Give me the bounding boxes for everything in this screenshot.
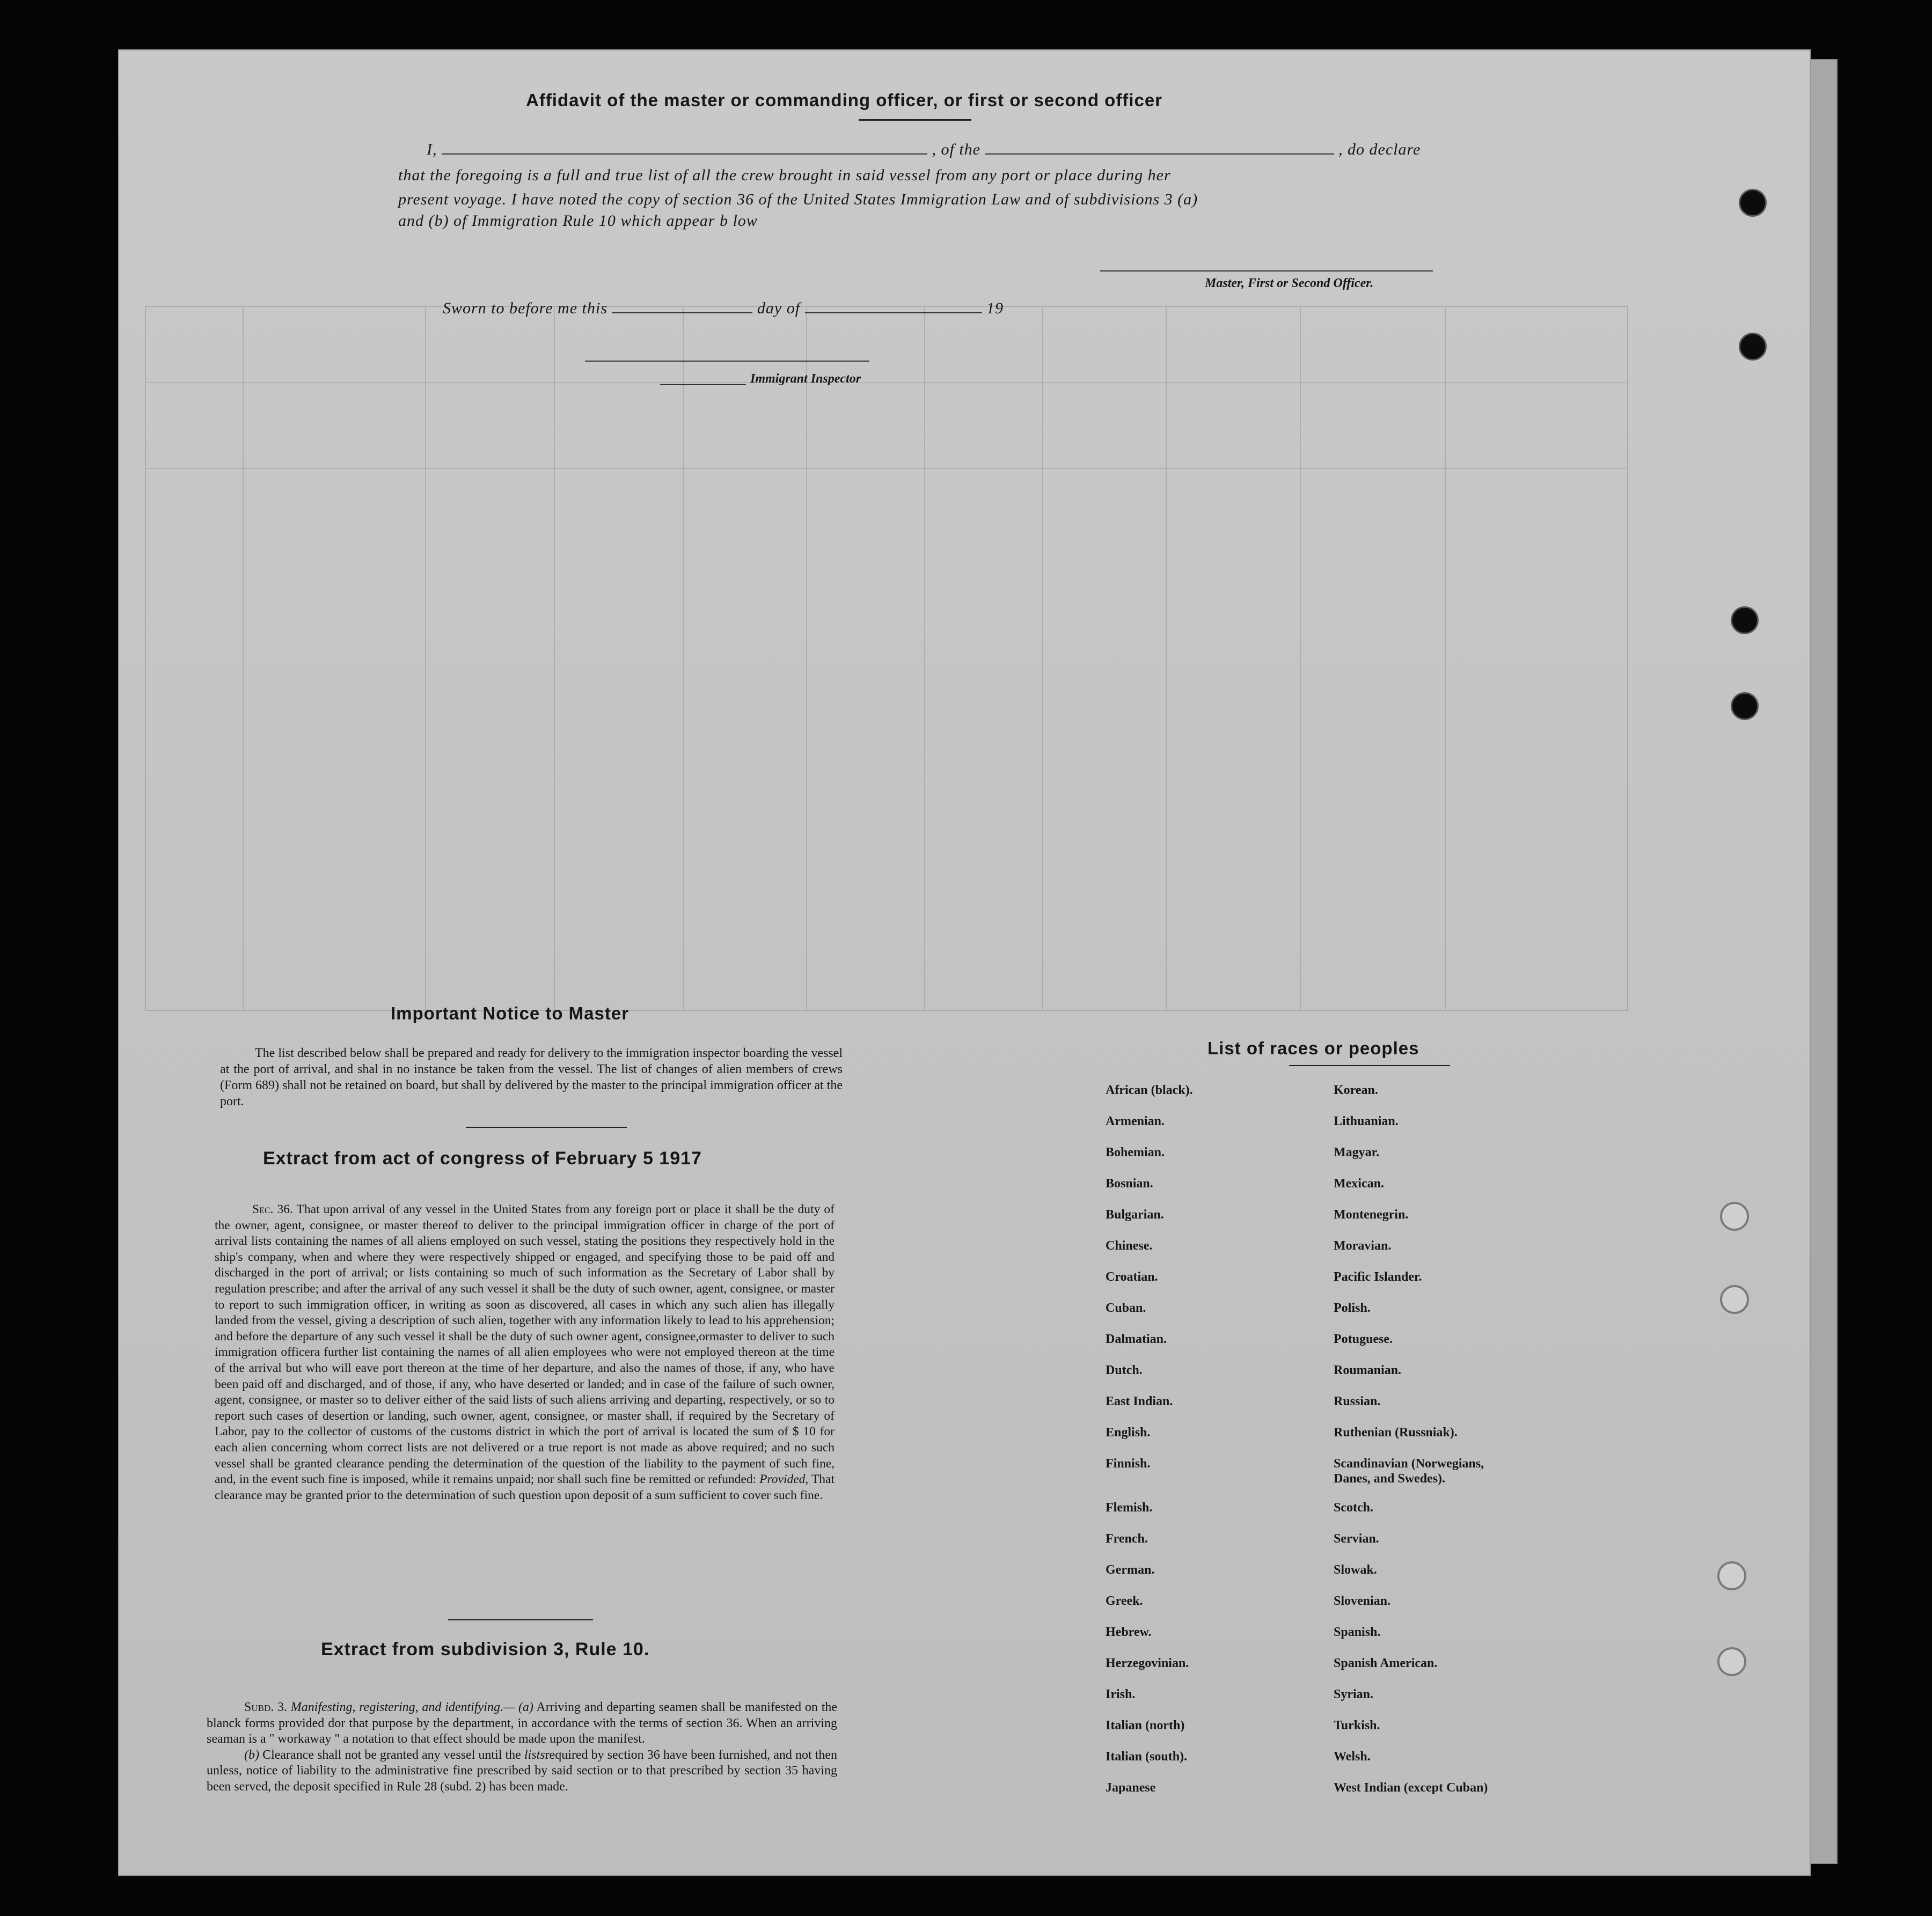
- act-title: Extract from act of congress of February 5 1917: [263, 1148, 702, 1169]
- race-item: Bohemian.: [1106, 1146, 1165, 1159]
- para-b-lists: lists: [524, 1748, 545, 1762]
- title-rule: [859, 119, 971, 121]
- race-item: Korean.: [1334, 1083, 1378, 1097]
- para-b-label: (b): [244, 1748, 259, 1762]
- inspector-signature-line[interactable]: [585, 358, 869, 362]
- affidavit-line-2: that the foregoing is a full and true list of all the crew brought in said vessel from any port or place during her: [398, 166, 1171, 184]
- vessel-name-field[interactable]: [985, 141, 1334, 155]
- binding-hole: [1717, 1647, 1746, 1676]
- race-item: Herzegovinian.: [1106, 1656, 1189, 1670]
- section-36-text: [215, 1202, 835, 1503]
- rule10-title: Extract from subdivision 3, Rule 10.: [321, 1639, 650, 1660]
- race-item: Italian (north): [1106, 1719, 1185, 1733]
- rule10-text: [207, 1700, 837, 1795]
- race-item: Potuguese.: [1334, 1332, 1393, 1346]
- affidavit-line-1: [427, 141, 1421, 159]
- sworn-text: Sworn to before me this: [443, 299, 608, 317]
- affidavit-line-4: and (b) of Immigration Rule 10 which appear b low: [398, 212, 758, 230]
- race-item: Montenegrin.: [1334, 1208, 1409, 1222]
- section-label: Sec. 36.: [252, 1202, 293, 1216]
- binding-hole: [1731, 692, 1759, 720]
- race-item: Greek.: [1106, 1594, 1143, 1608]
- race-item: Welsh.: [1334, 1750, 1371, 1764]
- binding-hole: [1720, 1202, 1749, 1231]
- race-item: West Indian (except Cuban): [1334, 1781, 1488, 1795]
- race-item: Flemish.: [1106, 1501, 1153, 1515]
- race-item: Syrian.: [1334, 1687, 1374, 1701]
- race-item: Chinese.: [1106, 1239, 1153, 1253]
- affidavit-title: Affidavit of the master or commanding officer, or first or second officer: [526, 90, 1163, 110]
- races-rule: [1289, 1065, 1450, 1066]
- declare-text: , do declare: [1338, 141, 1421, 158]
- races-right-column: [1334, 1083, 1505, 1811]
- race-item: Pacific Islander.: [1334, 1270, 1422, 1284]
- race-item: Scandinavian (Norwegians, Danes, and Swedes).: [1334, 1457, 1484, 1486]
- race-item: Lithuanian.: [1334, 1114, 1399, 1128]
- race-item: Mexican.: [1334, 1177, 1384, 1191]
- race-item: Hebrew.: [1106, 1625, 1152, 1639]
- bleed-through-table: [145, 306, 1628, 1011]
- race-item: East Indian.: [1106, 1394, 1173, 1408]
- race-item: Moravian.: [1334, 1239, 1392, 1253]
- race-item: Turkish.: [1334, 1719, 1380, 1733]
- binding-hole: [1739, 189, 1767, 217]
- rule10-para-b: [207, 1748, 837, 1795]
- para-b-part-2: required by section 36 have been furnished, and not then unless, notice of liability to the administrative fine prescribed by said section or to that prescribed by section 35 having been served, the deposit specified in Rule 28 (subd. 2) has been made.: [207, 1748, 838, 1794]
- race-item: Magyar.: [1334, 1146, 1380, 1159]
- race-item: Slovenian.: [1334, 1594, 1391, 1608]
- subd-heading: Manifesting, registering, and identifying.— (a): [290, 1700, 533, 1714]
- race-item: Japanese: [1106, 1781, 1156, 1795]
- section-body-end: That clearance may be granted prior to the determination of such question upon deposit of a sum sufficient to cover such fine.: [215, 1472, 835, 1502]
- race-item: Bosnian.: [1106, 1177, 1153, 1191]
- race-item: Finnish.: [1106, 1457, 1151, 1471]
- race-item: Dutch.: [1106, 1363, 1143, 1377]
- race-item: Spanish American.: [1334, 1656, 1438, 1670]
- race-item: Russian.: [1334, 1394, 1381, 1408]
- vessel-prefix: , of the: [932, 141, 980, 158]
- race-item: Polish.: [1334, 1301, 1371, 1315]
- declarant-prefix: I,: [427, 141, 437, 158]
- race-item: Dalmatian.: [1106, 1332, 1167, 1346]
- provided-word: Provided,: [759, 1472, 809, 1487]
- sworn-month-field[interactable]: [805, 299, 982, 313]
- master-signature-line[interactable]: [1100, 268, 1433, 271]
- race-item: Servian.: [1334, 1532, 1379, 1546]
- affidavit-line-3: present voyage. I have noted the copy of section 36 of the United States Immigration Law and of subdivisions 3 (a): [398, 190, 1198, 208]
- para-b-part-1: Clearance shall not be granted any vessel until the: [262, 1748, 521, 1762]
- race-item: African (black).: [1106, 1083, 1193, 1097]
- para-a-body: Arriving and departing seamen shall be manifested on the blanck forms provided dor that purpose by the department, in accordance with the terms of section 36. When an arriving seaman is a " workaway " a notation to that effect should be made upon the manifest.: [207, 1700, 838, 1746]
- races-left-column: [1106, 1083, 1193, 1811]
- rule10-para-a: [207, 1700, 837, 1748]
- race-item: Roumanian.: [1334, 1363, 1402, 1377]
- race-item: Ruthenian (Russniak).: [1334, 1426, 1458, 1440]
- race-item: Croatian.: [1106, 1270, 1158, 1284]
- notice-rule: [466, 1127, 627, 1128]
- race-item: English.: [1106, 1426, 1151, 1440]
- inspector-caption: Immigrant Inspector: [750, 372, 861, 386]
- race-item: Cuban.: [1106, 1301, 1146, 1315]
- binding-hole: [1720, 1285, 1749, 1314]
- race-item: Armenian.: [1106, 1114, 1165, 1128]
- binding-hole: [1731, 606, 1759, 634]
- race-item: Scotch.: [1334, 1501, 1373, 1515]
- day-of-text: day of: [757, 299, 801, 317]
- sworn-line: [443, 299, 1004, 318]
- declarant-name-field[interactable]: [442, 141, 927, 155]
- subd-label: Subd. 3.: [244, 1700, 288, 1714]
- race-item: French.: [1106, 1532, 1148, 1546]
- race-item: Bulgarian.: [1106, 1208, 1164, 1222]
- binding-hole: [1739, 333, 1767, 361]
- race-item: Italian (south).: [1106, 1750, 1188, 1764]
- sworn-day-field[interactable]: [612, 299, 752, 313]
- section-body: That upon arrival of any vessel in the United States from any foreign port or place it shall be the duty of the owner, agent, consignee, or master thereof to deliver to the principal immigration officer in charge of the port of arrival lists containing the names of all aliens employed on such vessel, stating the positions they respectively hold in the ship's company, when and where they were respectively shipped or engaged, and specifying those to be paid off and discharged in the port of arrival; or lists containing so much of such information as the Secretary of Labor shall by regulation prescribe; and after the arrival of any such vessel it shall be the duty of such owner, agent, consignee, or master to report to such immigration officer, in writing as soon as discovered, all cases in which any such alien has illegally landed from the vessel, giving a description of such alien, together with any information likely to lead to his apprehension; and before the departure of any such vessel it shall be the duty of such owner agent, consignee,ormaster to deliver to such immigration officera further list containing the names of all alien employees who were not employed thereon at the time of the arrival but who will eave port thereon at the time of her departure, and also the names of those, if any, who have been paid off and discharged, and of those, if any, who have deserted or landed; and in case of the failure of such owner, agent, consignee, or master so to deliver either of the said lists of such aliens arriving and departing, respectively, or so to report such cases of desertion or landing, such owner, agent, consignee, or master shall, if required by the Secretary of Labor, pay to the collector of customs of the customs district in which the port of arrival is located the sum of $ 10 for each alien concerning whom correct lists are not delivered or a true report is not made as above required; and no such vessel shall be granted clearance pending the determination of the question of the liability to the payment of such fine, and, in the event such fine is imposed, while it remains unpaid; nor shall such fine be remitted or refunded:: [215, 1202, 835, 1487]
- race-item: German.: [1106, 1563, 1155, 1577]
- race-item: Irish.: [1106, 1687, 1136, 1701]
- race-item: Spanish.: [1334, 1625, 1381, 1639]
- binding-hole: [1717, 1561, 1746, 1590]
- notice-title: Important Notice to Master: [391, 1003, 630, 1023]
- master-signature-caption: Master, First or Second Officer.: [1205, 276, 1374, 290]
- year-prefix: 19: [986, 299, 1004, 317]
- inspector-short-line: [660, 382, 746, 385]
- notice-body: The list described below shall be prepared and ready for delivery to the immigration inspector boarding the vessel at the port of arrival, and shal in no instance be taken from the vessel. The list of changes of alien members of crews (Form 689) shall not be retained on board, but shall by delivered by the master to the principal immigration officer at the port.: [220, 1046, 843, 1109]
- act-rule: [448, 1619, 593, 1620]
- races-title: List of races or peoples: [1208, 1038, 1419, 1058]
- race-item: Slowak.: [1334, 1563, 1377, 1577]
